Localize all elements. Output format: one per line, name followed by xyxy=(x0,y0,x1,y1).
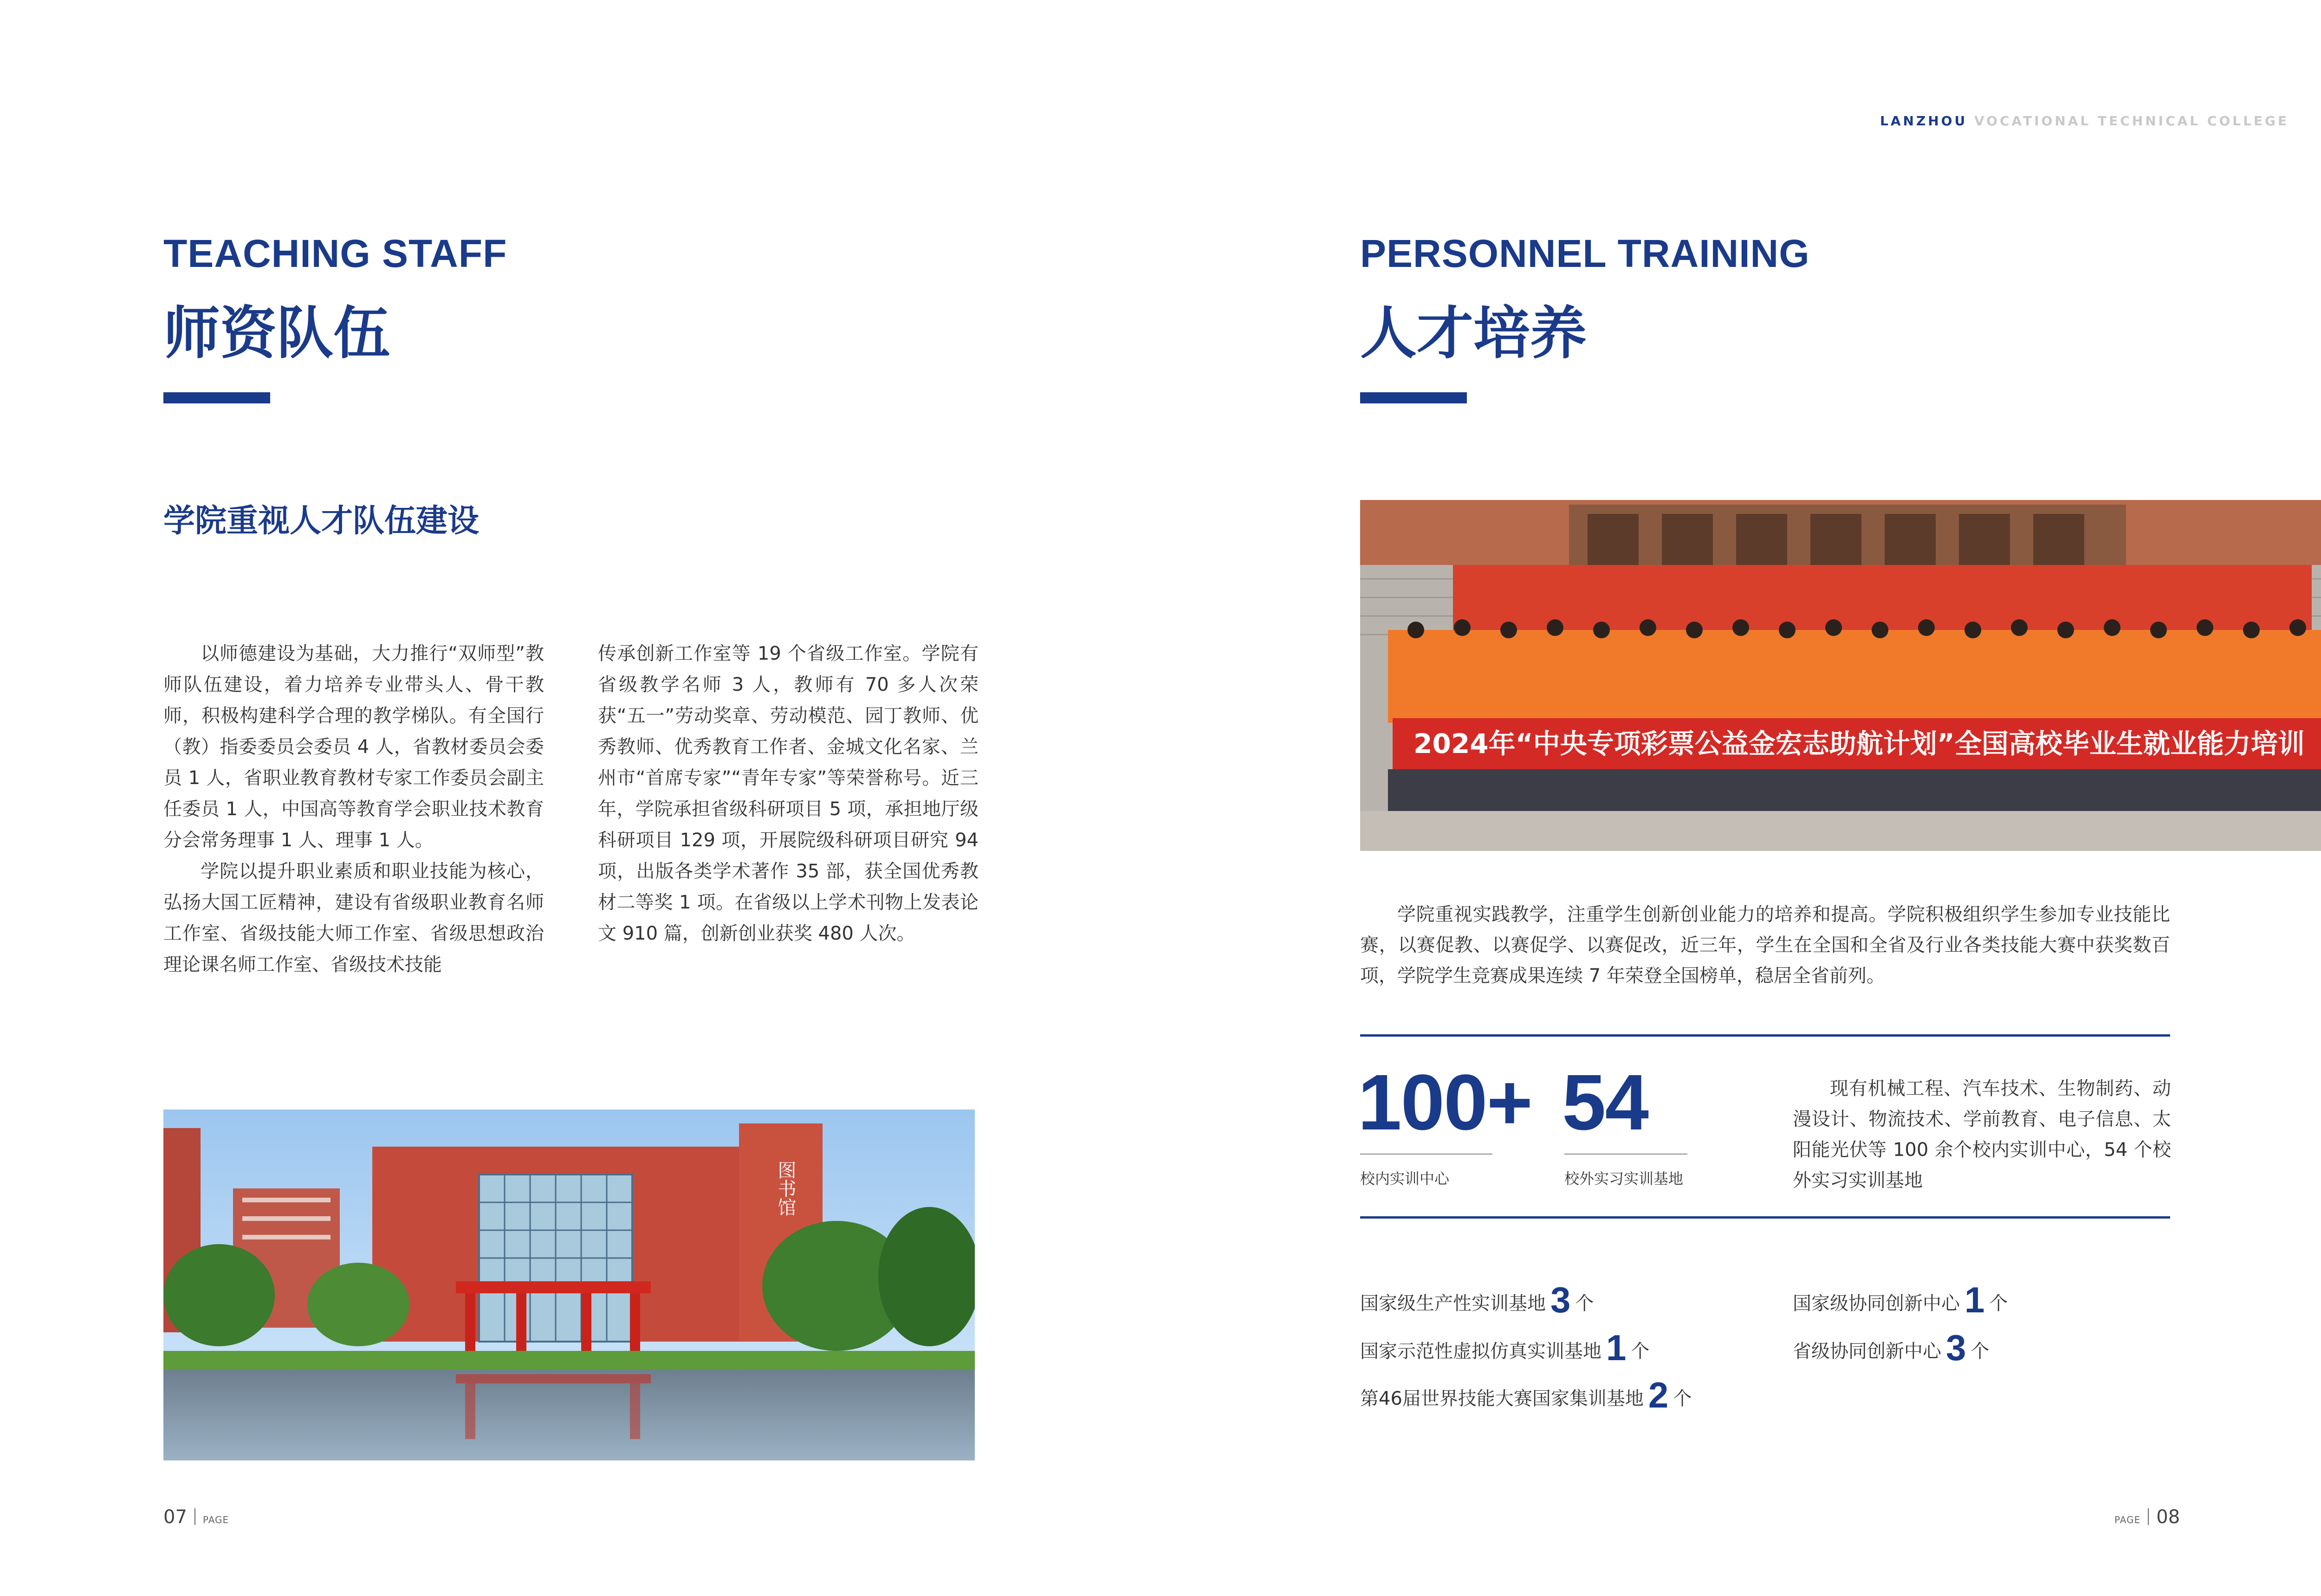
stat-rule-2 xyxy=(1564,1154,1687,1155)
right-title-bar xyxy=(1360,392,1467,403)
campus-photo-drawing xyxy=(163,1109,975,1460)
base-count-5: 3 xyxy=(1946,1327,1966,1368)
base-count-4: 1 xyxy=(1964,1279,1985,1320)
base-label-3: 第46届世界技能大赛国家集训基地 xyxy=(1360,1388,1644,1409)
base-item-2 xyxy=(1360,1327,1649,1369)
base-label-5: 省级协同创新中心 xyxy=(1793,1341,1941,1362)
right-intro xyxy=(1360,899,2170,991)
brand-rest: VOCATIONAL TECHNICAL COLLEGE xyxy=(1967,113,2289,129)
left-page-label: PAGE xyxy=(202,1514,229,1525)
left-footer xyxy=(163,1506,229,1528)
left-text-col-2 xyxy=(598,638,979,949)
left-footer-divider xyxy=(194,1508,195,1525)
base-label-4: 国家级协同创新中心 xyxy=(1793,1293,1960,1314)
stats-bottom-rule xyxy=(1360,1216,2170,1219)
banner-text: 2024年“中央专项彩票公益金宏志助航计划”全国高校毕业生就业能力培训 xyxy=(1413,728,2305,759)
brand-main: LANZHOU xyxy=(1880,113,1968,129)
base-item-5 xyxy=(1793,1327,1989,1369)
base-count-3: 2 xyxy=(1648,1375,1669,1415)
left-page-number: 07 xyxy=(163,1506,187,1528)
right-intro-paragraph: 学院重视实践教学，注重学生创新创业能力的培养和提高。学院积极组织学生参加专业技能比赛，以赛促教、以赛促学、以赛促改，近三年，学生在全国和全省及行业各类技能大赛中获奖数百项，学院学生竞赛成果连续 7 年荣登全国榜单，稳居全省前列。 xyxy=(1360,904,2170,986)
right-title-zh: 人才培养 xyxy=(1360,300,1587,366)
stat-value-2: 54 xyxy=(1562,1058,1648,1147)
left-title-en: TEACHING STAFF xyxy=(163,232,507,275)
stat-caption-2: 校外实习实训基地 xyxy=(1564,1170,1684,1187)
stats-description-paragraph: 现有机械工程、汽车技术、生物制药、动漫设计、物流技术、学前教育、电子信息、太阳能光伏等 100 余个校内实训中心，54 个校外实习实训基地 xyxy=(1793,1078,2171,1191)
left-subheading: 学院重视人才队伍建设 xyxy=(163,503,480,539)
base-unit-1: 个 xyxy=(1575,1293,1594,1314)
right-footer xyxy=(2114,1506,2180,1528)
base-label-1: 国家级生产性实训基地 xyxy=(1360,1293,1546,1314)
stat-value-1: 100+ xyxy=(1358,1058,1532,1147)
base-item-4 xyxy=(1793,1279,2008,1321)
right-footer-divider xyxy=(2148,1508,2149,1525)
base-item-1 xyxy=(1360,1279,1594,1321)
stats-description xyxy=(1793,1073,2171,1196)
left-paragraph-1: 以师德建设为基础，大力推行“双师型”教师队伍建设，着力培养专业带头人、骨干教师，积极构建科学合理的教学梯队。有全国行（教）指委委员会委员 4 人，省教材委员会委员 1 人，省职业教育教材专家工作委员会副主任委员 1 人，中国高等教育学会职业技术教育分会常务理事 1 人、理事 1 人。 xyxy=(163,643,544,851)
stat-caption-1: 校内实训中心 xyxy=(1360,1170,1450,1187)
base-count-1: 3 xyxy=(1550,1279,1571,1320)
base-unit-4: 个 xyxy=(1989,1293,2008,1314)
base-unit-3: 个 xyxy=(1673,1388,1692,1409)
group-photo xyxy=(1360,500,2321,851)
group-photo-drawing xyxy=(1360,500,2321,851)
base-unit-5: 个 xyxy=(1971,1341,1990,1362)
library-sign: 图书馆 xyxy=(775,1161,796,1216)
header-brand xyxy=(1880,113,2289,129)
base-unit-2: 个 xyxy=(1631,1341,1650,1362)
base-label-2: 国家示范性虚拟仿真实训基地 xyxy=(1360,1341,1601,1362)
base-item-3 xyxy=(1360,1374,1692,1416)
right-title-en: PERSONNEL TRAINING xyxy=(1360,232,1810,275)
left-paragraph-3: 传承创新工作室等 19 个省级工作室。学院有省级教学名师 3 人，教师有 70 多人次荣获“五一”劳动奖章、劳动模范、园丁教师、优秀教师、优秀教育工作者、金城文化名家、兰州市“首席专家”“青年专家”等荣誉称号。近三年，学院承担省级科研项目 5 项，承担地厅级科研项目 129 项，开展院级科研项目研究 94 项，出版各类学术著作 35 部，获全国优秀教材二等奖 1 项。在省级以上学术刊物上发表论文 910 篇，创新创业获奖 480 人次。 xyxy=(598,643,979,944)
base-count-2: 1 xyxy=(1606,1327,1627,1368)
right-page-label: PAGE xyxy=(2114,1514,2141,1525)
right-page-number: 08 xyxy=(2156,1506,2180,1528)
campus-photo xyxy=(163,1109,975,1460)
stats-top-rule xyxy=(1360,1034,2170,1037)
left-title-bar xyxy=(163,392,270,403)
left-text-col-1 xyxy=(163,638,544,980)
left-title-zh: 师资队伍 xyxy=(163,300,390,366)
stat-rule-1 xyxy=(1360,1154,1492,1155)
left-paragraph-2: 学院以提升职业素质和职业技能为核心，弘扬大国工匠精神，建设有省级职业教育名师工作室、省级技能大师工作室、省级思想政治理论课名师工作室、省级技术技能 xyxy=(163,861,544,975)
